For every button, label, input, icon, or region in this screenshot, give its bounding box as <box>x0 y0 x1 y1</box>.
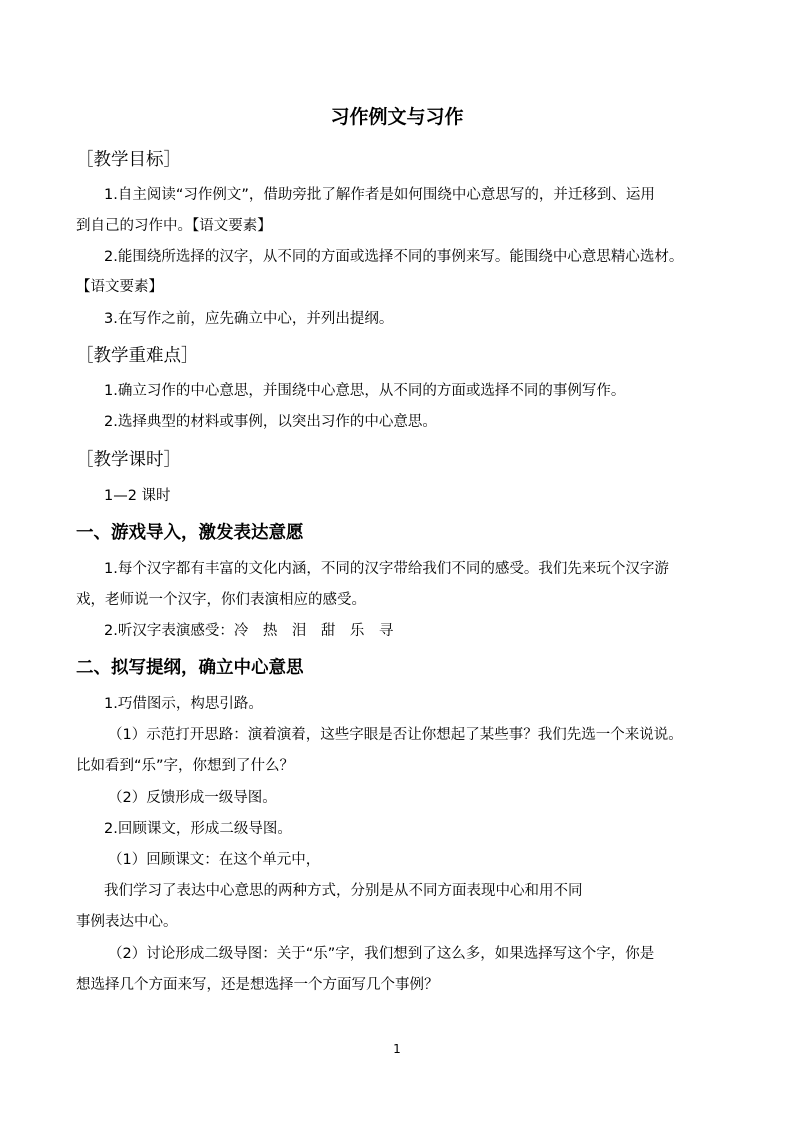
paragraph: 1—2 课时 <box>104 488 171 504</box>
page-title: 习作例文与习作 <box>330 106 464 128</box>
paragraph: （1）示范打开思路：演着演着，这些字眼是否让你想起了某些事？我们先选一个来说说。 <box>108 727 683 743</box>
paragraph: 我们学习了表达中心意思的两种方式，分别是从不同方面表现中心和用不同 <box>104 883 583 899</box>
paragraph: 1.自主阅读“习作例文”，借助旁批了解作者是如何围绕中心意思写的，并迁移到、运用 <box>104 187 655 203</box>
page-number: 1 <box>393 1042 401 1056</box>
paragraph: 1.每个汉字都有丰富的文化内涵，不同的汉字带给我们不同的感受。我们先来玩个汉字游 <box>104 561 669 577</box>
paragraph: 1.确立习作的中心意思，并围绕中心意思，从不同的方面或选择不同的事例写作。 <box>104 383 626 399</box>
paragraph: 3.在写作之前，应先确立中心，并列出提纲。 <box>104 311 394 327</box>
paragraph: 1.巧借图示，构思引路。 <box>104 696 263 712</box>
paragraph: 2.回顾课文，形成二级导图。 <box>104 821 292 837</box>
section-heading-goals: ［教学目标］ <box>76 150 181 170</box>
section-heading-hours: ［教学课时］ <box>76 450 181 470</box>
paragraph: （2）反馈形成一级导图。 <box>108 790 277 806</box>
paragraph: 2.能围绕所选择的汉字，从不同的方面或选择不同的事例来写。能围绕中心意思精心选材。 <box>104 249 684 265</box>
paragraph: 戏，老师说一个汉字，你们表演相应的感受。 <box>76 592 366 608</box>
paragraph: 比如看到“乐”字，你想到了什么？ <box>76 758 295 774</box>
paragraph: （2）讨论形成二级导图：关于“乐”字，我们想到了这么多，如果选择写这个字，你是 <box>108 946 655 962</box>
paragraph: 事例表达中心。 <box>76 914 178 930</box>
paragraph: 2.选择典型的材料或事例，以突出习作的中心意思。 <box>104 414 437 430</box>
section-heading-part1: 一、游戏导入，激发表达意愿 <box>76 523 304 543</box>
paragraph: （1）回顾课文：在这个单元中， <box>108 852 321 868</box>
section-heading-part2: 二、拟写提纲，确立中心意思 <box>76 658 304 678</box>
paragraph: 到自己的习作中。【语文要素】 <box>76 218 272 234</box>
paragraph: 2.听汉字表演感受：冷 热 泪 甜 乐 寻 <box>104 623 394 639</box>
paragraph: 想选择几个方面来写，还是想选择一个方面写几个事例？ <box>76 977 439 993</box>
section-heading-keypoints: ［教学重难点］ <box>76 346 199 366</box>
paragraph: 【语文要素】 <box>76 279 163 295</box>
